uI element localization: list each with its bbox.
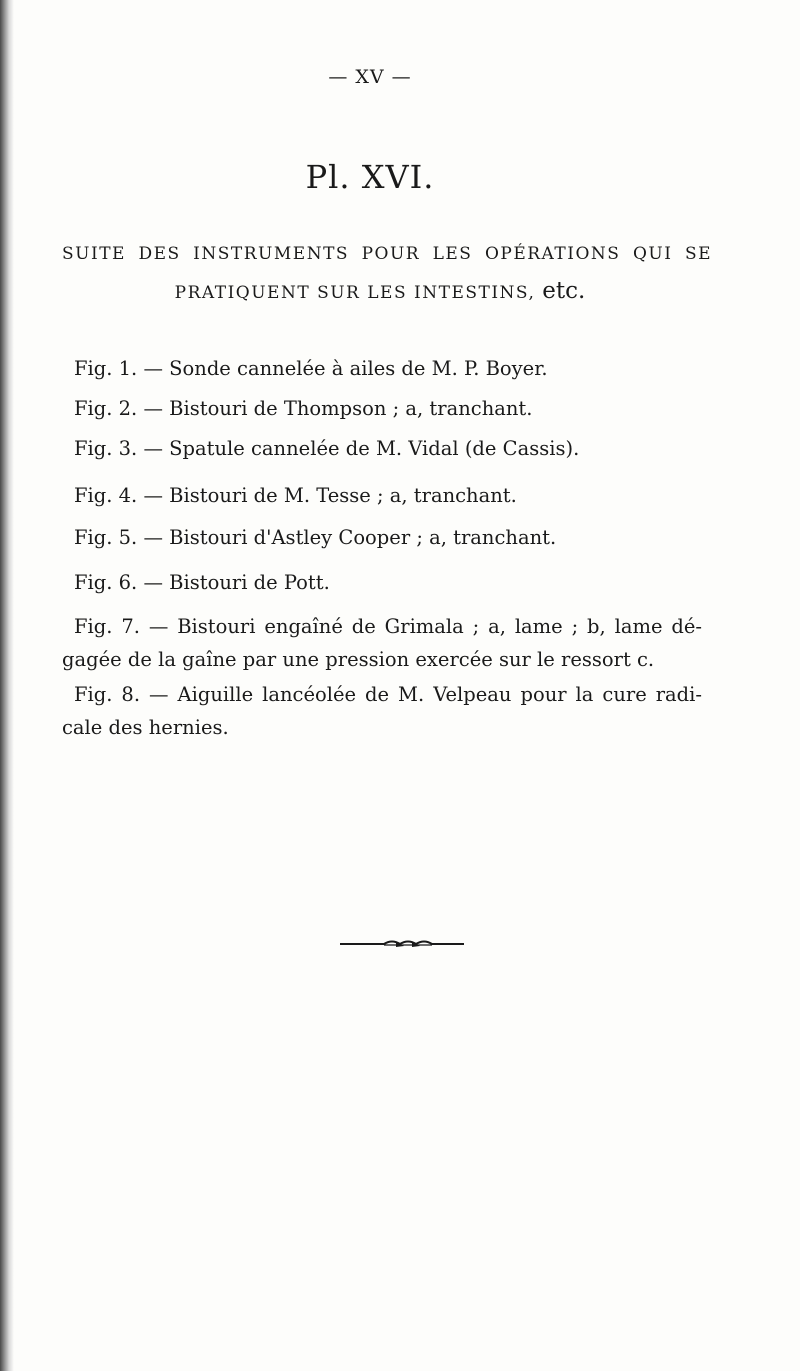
figure-entry-3 <box>62 432 702 465</box>
figure-description-line-2: cale des hernies. <box>62 716 229 739</box>
figure-description-part-1: — Aiguille lancéolée de M. Velpeau pour la cure radi- <box>149 683 702 706</box>
figure-label: Fig. 3. <box>74 437 138 460</box>
end-ornament <box>338 932 466 956</box>
figure-description: — Spatule cannelée de M. Vidal (de Cassis). <box>143 437 580 460</box>
figure-entry-8 <box>62 678 702 744</box>
page-number: — XV — <box>328 66 412 88</box>
figure-label: Fig. 4. <box>74 484 138 507</box>
figure-entry-1 <box>62 352 702 385</box>
figure-label: Fig. 1. <box>74 357 138 380</box>
figure-description-line-1 <box>62 610 702 643</box>
figure-description: — Sonde cannelée à ailes de M. P. Boyer. <box>143 357 548 380</box>
figure-description: — Bistouri d'Astley Cooper ; a, tranchant. <box>143 526 557 549</box>
figure-description-part-1: — Bistouri engaîné de Grimala ; a, lame ; b, lame dé- <box>148 615 702 638</box>
plate-title: Pl. XVI. <box>305 158 435 196</box>
figure-label: Fig. 5. <box>74 526 138 549</box>
figure-entry-7 <box>62 610 702 676</box>
subtitle-line-2-text: PRATIQUENT SUR LES INTESTINS, <box>174 283 536 303</box>
figure-entry-6 <box>62 566 702 599</box>
subtitle-line-2 <box>150 278 610 304</box>
figure-description-line-1 <box>62 678 702 711</box>
subtitle-etc: etc. <box>542 278 586 304</box>
figure-description: — Bistouri de Thompson ; a, tranchant. <box>143 397 533 420</box>
figure-label: Fig. 7. <box>74 615 140 638</box>
figure-label: Fig. 6. <box>74 571 138 594</box>
subtitle-line-1: SUITE DES INSTRUMENTS POUR LES OPÉRATIONS QUI SE <box>62 244 712 264</box>
figure-description: — Bistouri de Pott. <box>143 571 330 594</box>
figure-description: — Bistouri de M. Tesse ; a, tranchant. <box>143 484 517 507</box>
figure-entry-4 <box>62 479 702 512</box>
figure-entry-5 <box>62 521 702 554</box>
page-binding-edge <box>0 0 14 1371</box>
figure-label: Fig. 2. <box>74 397 138 420</box>
figure-label: Fig. 8. <box>74 683 141 706</box>
figure-entry-2 <box>62 392 702 425</box>
figure-description-line-2: gagée de la gaîne par une pression exercée sur le ressort c. <box>62 648 655 671</box>
